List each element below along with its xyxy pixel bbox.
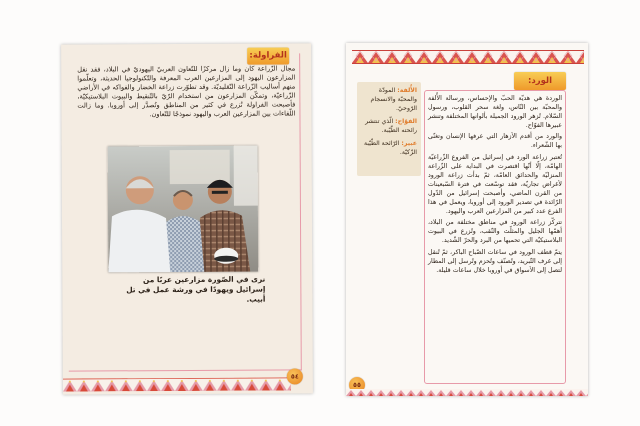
glossary-term: عبير: <box>401 140 417 147</box>
glossary-definition: الرّائحة الطّيّبة الزّكيّة. <box>363 140 417 156</box>
right-bottom-decorative-band <box>346 389 588 396</box>
photo-caption: نرى في الصّورة مزارعين عربًا من إسرائيل ويهودًا في ورشة عمل في تل أبيب. <box>126 274 266 304</box>
workshop-photo <box>108 146 259 273</box>
left-page <box>61 43 313 394</box>
glossary-entry <box>361 139 417 157</box>
body-paragraph: تتركّز زراعة الورود في مناطق مختلفة من البلاد، أهمّها الجليل والمثلّث والنّقب، وتُزرع في البيوت البلاستيكيّة التي تحميها من البرد والحرّ الشّديد. <box>428 219 562 245</box>
glossary-entry <box>361 86 417 113</box>
right-page-number: ٥٥ <box>349 377 365 393</box>
glossary-definition: المودّة والمحبّة والانسجام الرّوحيّ. <box>370 87 417 112</box>
person-right-glasses <box>212 191 228 194</box>
left-decorative-band <box>63 377 291 391</box>
glossary-definition: الّذي تنتشر رائحته الطّيّبة. <box>365 118 417 134</box>
glossary-term: الأُلفة: <box>397 87 417 94</box>
glossary-term: الفوّاح: <box>395 118 417 125</box>
person-left-body <box>108 210 170 273</box>
right-main-text-frame <box>424 90 566 384</box>
right-top-decorative-band <box>352 50 584 64</box>
right-section-header: الورد: <box>514 72 566 90</box>
left-section-header: الفراولة: <box>247 47 289 64</box>
body-paragraph: يتمّ قطف الورود في ساعات الصّباح الباكر، ثمّ تُنقل إلى غرف التّبريد، وتُصنّف وتُحزم وتُرسل إلى المطار لتصل إلى الأسواق في أوروبا خلال ساعات قليلة. <box>428 248 562 274</box>
body-paragraph: تُعتبر زراعة الورد في إسرائيل من الفروع الزّراعيّة الهامّة، إلّا أنّها اقتصرت في البداية على الزّراعة المنزليّة والحدائق العامّة، ثمّ بدأت زراعة الورود لأغراض تجاريّة، فقد توسّعت في فترة السّبعينات من القرن الماضي، وأصبحت إسرائيل من الدّول الرّائدة في تصدير الورود إلى أوروبا، ويعمل في هذا الفرع عدد كبير من المزارعين العرب واليهود. <box>428 153 562 216</box>
left-body-paragraph: مجال الزّراعة كان وما زال مركزًا للتّعاون العربيّ اليهوديّ في البلاد، فقد نقل المزارعون اليهود إلى المزارعين العرب المعرفة والتّكنولوجيا الحديثة، وتعلّموا منهم أساليب الزّراعة التّقليديّة. وقد تطوّرت زراعة الخضار والفواكه في الأراضي الزّراعيّة، وتمكّن المزارعون من استخدام الرّيّ بالتّنقيط والبيوت البلاستيكيّة، فأصبحت الفراولة تُزرع في كثير من المناطق وتُصدَّر إلى أوروبا. وما زالت اللّقاءات بين المزارعين العرب واليهود نموذجًا للتّعاون. <box>77 64 296 119</box>
photo-poster <box>170 150 230 184</box>
left-page-number: ٥٤ <box>287 368 303 384</box>
glossary-box <box>357 82 421 176</box>
photo-window <box>234 146 258 206</box>
glossary-entry <box>361 117 417 135</box>
body-paragraph: الوردة هي هديّة الحبّ والإحساس، ورسالة الأُلفة والمحبّة بين النّاس، ولغة سحر القلوب، ورسول السّلام. تُزهر الورود الجميلة بألوانها المختلفة وتنشر عبيرها الفوّاح. <box>428 95 562 130</box>
body-paragraph: والورد من أقدم الأزهار التي عرفها الإنسان وتغنّى بها الشّعراء. <box>428 133 562 150</box>
right-page <box>346 43 588 396</box>
